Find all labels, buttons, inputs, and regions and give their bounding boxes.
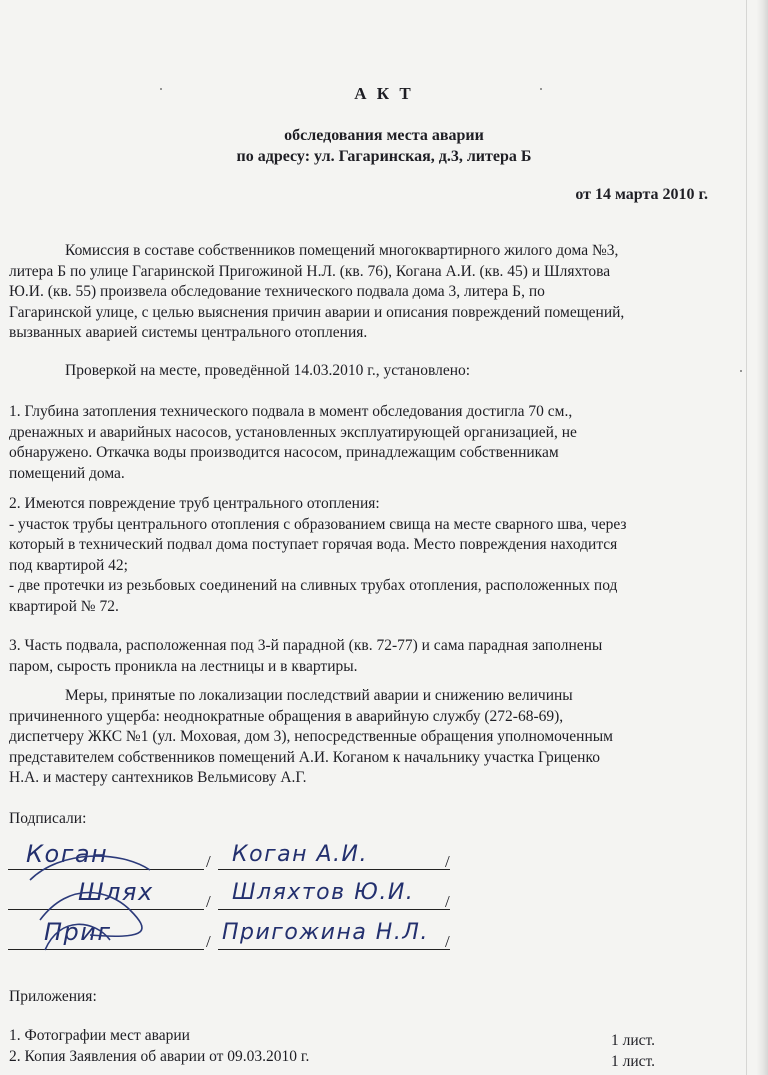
appendix-page-count: 1 лист. (611, 1053, 656, 1070)
subtitle-line: по адресу: ул. Гагаринская, д.3, литера Б (236, 148, 532, 165)
item-3 (9, 636, 709, 677)
subtitle-line: обследования места аварии (284, 127, 484, 144)
text-line: 1. Глубина затопления технического подвала в момент обследования достигла 70 см., (9, 403, 573, 420)
text-line: 2. Имеются повреждение труб центрального отопления: (9, 495, 380, 512)
appendix-item: 2. Копия Заявления об аварии от 09.03.2010 г. (9, 1048, 310, 1065)
appendix-label: Приложения: (9, 988, 97, 1005)
text-line: - участок трубы центрального отопления с образованием свища на месте сварного шва, через (9, 515, 627, 533)
text-line: под квартирой 42; (9, 556, 128, 574)
text-line: Меры, принятые по локализации последствий аварии и снижению величины (65, 687, 573, 704)
text-line: дренажных и аварийных насосов, установленных эксплуатирующей организацией, не (9, 423, 577, 441)
text-line: Н.А. и мастеру сантехников Вельмисову А.Г. (9, 769, 307, 786)
text-line: помещений дома. (9, 464, 125, 482)
measures-paragraph (9, 686, 709, 789)
text-line: паром, сырость проникла на лестницы и в квартиры. (9, 657, 358, 675)
slash-separator: / (445, 892, 450, 911)
appendix-list (9, 1025, 309, 1067)
text-line: Гагаринской улице, с целью выяснения причин аварии и описания повреждений помещений, (9, 303, 625, 321)
handwritten-name: Пригожина Н.Л. (222, 920, 429, 945)
text-line: диспетчеру ЖКС №1 (ул. Моховая, дом 3), непосредственные обращения уполномоченным (9, 728, 613, 745)
slash-separator: / (445, 932, 450, 951)
document-date: от 14 марта 2010 г. (575, 186, 708, 203)
signature-stroke (40, 893, 142, 937)
handwritten-name: Коган А.И. (232, 842, 368, 867)
scan-speck (740, 370, 742, 372)
signature-stroke (45, 924, 110, 950)
appendix-item: 1. Фотографии мест аварии (9, 1027, 190, 1044)
text-line: представителем собственников помещений А.И. Коганом к начальнику участка Гриценко (9, 748, 600, 766)
text-line: квартирой № 72. (9, 597, 119, 615)
signature-scribbles (0, 840, 260, 960)
document-title: А К Т (354, 84, 414, 103)
text-line: литера Б по улице Гагаринской Пригожиной Н.Л. (кв. 76), Когана А.И. (кв. 45) и Шляхтова (9, 262, 611, 280)
slash-separator: / (206, 892, 211, 911)
handwritten-name: Шляхтов Ю.И. (232, 880, 415, 905)
slash-separator: / (206, 852, 211, 871)
handwritten-signature: Шлях (78, 878, 154, 906)
appendix-page-count: 1 лист. (611, 1032, 656, 1049)
item-1 (9, 402, 709, 484)
document-subtitle (0, 125, 768, 167)
handwritten-signature: Коган (26, 840, 109, 868)
text-line: который в технический подвал дома поступает горячая вода. Место повреждения находится (9, 536, 618, 553)
appendix-pages (611, 1030, 655, 1072)
signed-label: Подписали: (9, 810, 87, 827)
slash-separator: / (445, 852, 450, 871)
text-line: Проверкой на месте, проведённой 14.03.2010 г., установлено: (65, 362, 471, 379)
slash-separator: / (206, 932, 211, 951)
text-line: - две протечки из резьбовых соединений на сливных трубах отопления, расположенных под (9, 577, 618, 594)
intro-paragraph (9, 241, 709, 344)
text-line: 3. Часть подвала, расположенная под 3-й парадной (кв. 72-77) и сама парадная заполнены (9, 637, 603, 654)
text-line: причиненного ущерба: неоднократные обращения в аварийную службу (272-68-69), (9, 707, 564, 725)
text-line: вызванных аварией системы центрального отопления. (9, 324, 368, 341)
item-2 (9, 494, 709, 617)
text-line: Ю.И. (кв. 55) произвела обследование технического подвала дома 3, литера Б, по (9, 283, 545, 300)
handwritten-signature: Приг (44, 918, 112, 946)
text-line: обнаружено. Откачка воды производится насосом, принадлежащим собственникам (9, 444, 559, 461)
check-paragraph (9, 361, 709, 382)
text-line: Комиссия в составе собственников помещений многоквартирного жилого дома №3, (65, 242, 619, 259)
signature-stroke (30, 856, 150, 880)
